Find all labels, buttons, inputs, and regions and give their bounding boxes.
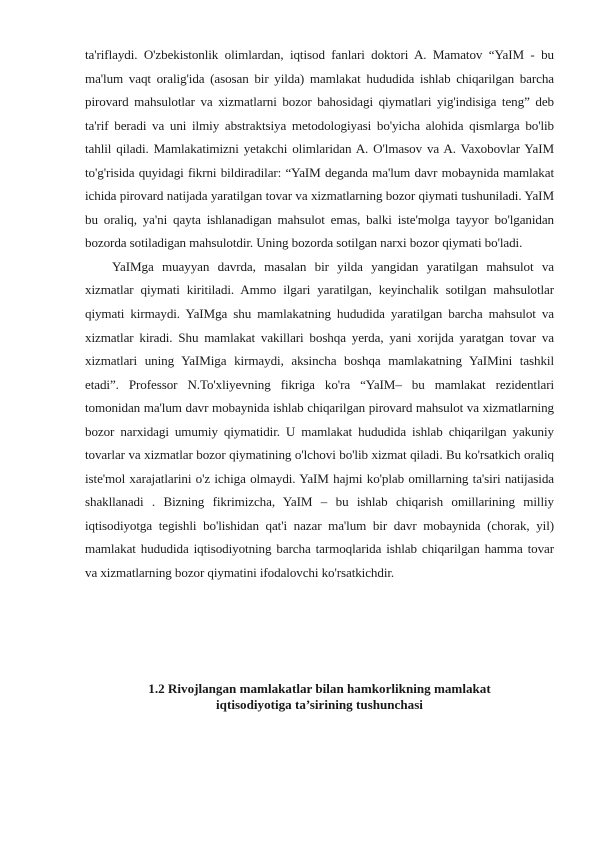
paragraph-2: YaIMga muayyan davrda, masalan bir yilda yangidan yaratilgan mahsulot va xizmatlar qiymati kiritiladi. Ammo ilgari yaratilgan, keyinchalik sotilgan mahsulotlar qiymati kirmaydi. YaIMga shu mamlakatning hududida yaratilgan barcha mahsulot va xizmatlar kiradi. Shu mamlakat vakillari boshqa yerda, yani xorijda yaratgan tovar va xizmatlari uning YaIMiga kirmaydi, aksincha boshqa mamlakatning YaIMini tashkil etadi”. Professor N.To'xliyevning fikriga ko'ra “YaIM– bu mamlakat rezidentlari tomonidan ma'lum davr mobaynida ishlab chiqarilgan pirovard mahsulot va xizmatlarning bozor narxidagi umumiy qiymatidir. U mamlakat hududida ishlab chiqarilgan yakuniy tovarlar va xizmatlar bozor qiymatining o'lchovi bo'lib xizmat qiladi. Bu ko'rsatkich oraliq iste'mol xarajatlarini o'z ichiga olmaydi. YaIM hajmi ko'plab omillarning ta'siri natijasida shakllanadi . Bizning fikrimizcha, YaIM – bu ishlab chiqarish omillarining milliy iqtisodiyotga tegishli bo'lishidan qat'i nazar ma'lum bir davr mobaynida (chorak, yil) mamlakat hududida iqtisodiyotning barcha tarmoqlarida ishlab chiqarilgan hamma tovar va xizmatlarning bozor qiymatini ifodalovchi ko'rsatkichdir. <box>85 258 554 581</box>
section-heading <box>85 681 554 712</box>
body-text <box>85 43 554 585</box>
section-heading-line-2: iqtisodiyotiga ta’sirining tushunchasi <box>216 696 423 712</box>
section-heading-line-1: 1.2 Rivojlangan mamlakatlar bilan hamkorlikning mamlakat <box>148 681 491 696</box>
paragraph-1: ta'riflaydi. O'zbekistonlik olimlardan, iqtisod fanlari doktori A. Mamatov “YaIM - bu ma'lum vaqt oralig'ida (asosan bir yilda) mamlakat hududida ishlab chiqarilgan barcha pirovard mahsulotlar va xizmatlarni bozor bahosidagi qiymatlari yig'indisiga teng” deb ta'rif beradi va uni ilmiy abstraktsiya metodologiyasi bo'yicha alohida qismlarga bo'lib tahlil qiladi. Mamlakatimizni yetakchi olimlaridan A. O'lmasov va A. Vaxobovlar YaIM to'g'risida quyidagi fikrni bildiradilar: “YaIM deganda ma'lum davr mobaynida mamlakat ichida pirovard natijada yaratilgan tovar va xizmatlarning bozor qiymati tushuniladi. YaIM bu oraliq, ya'ni qayta ishlanadigan mahsulot emas, balki iste'molga tayyor bo'lganidan bozorda sotiladigan mahsulotdir. Uning bozorda sotilgan narxi bozor qiymati bo'ladi. <box>85 47 554 251</box>
